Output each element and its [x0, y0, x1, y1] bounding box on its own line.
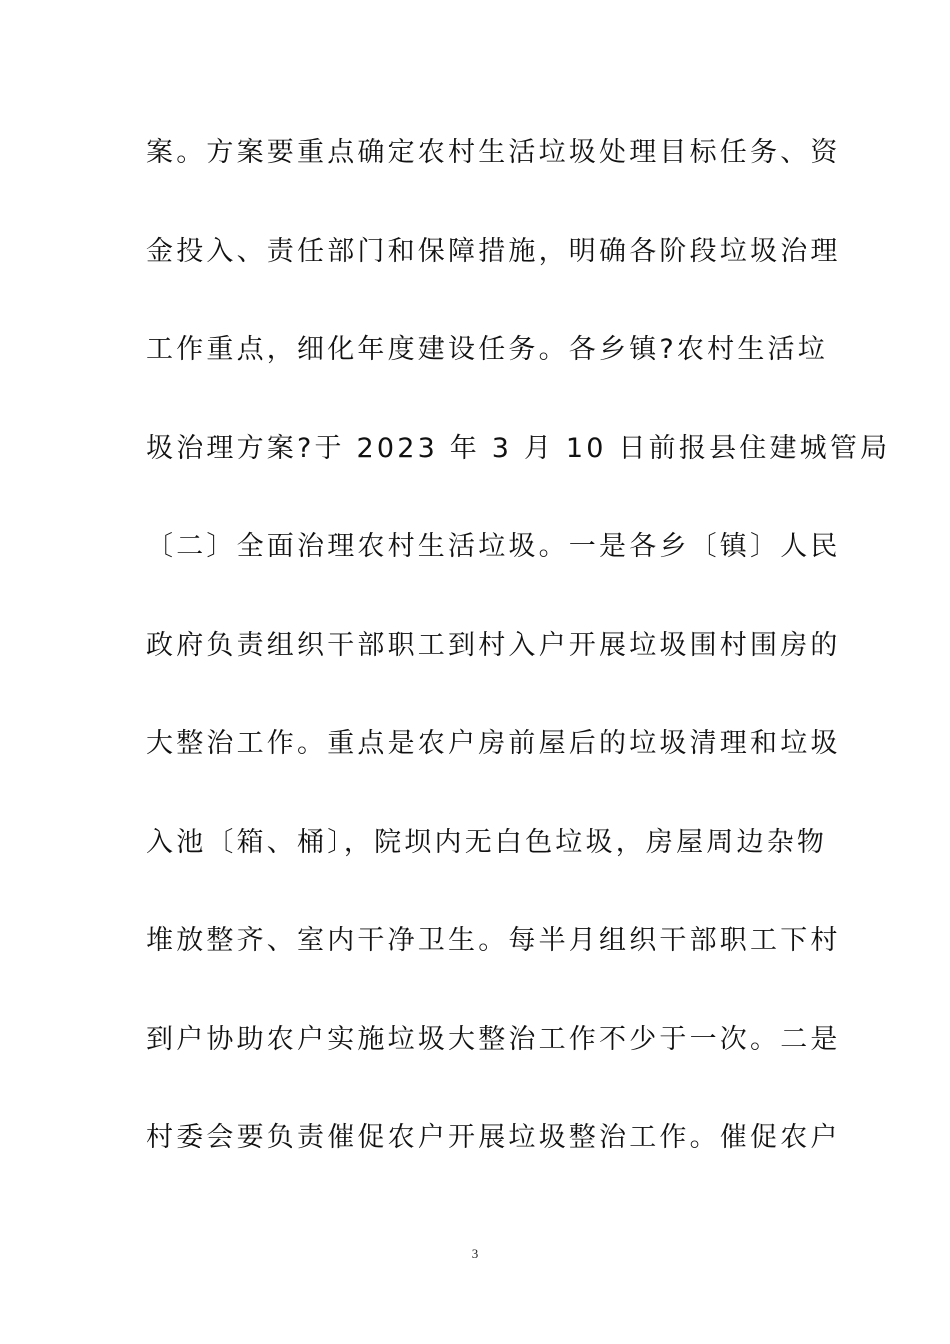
text-line: 堆放整齐、室内干净卫生。每半月组织干部职工下村	[146, 925, 841, 956]
text-line: 入池〔箱、桶〕，院坝内无白色垃圾，房屋周边杂物	[146, 826, 828, 858]
text-line: 村委会要负责催促农户开展垃圾整治工作。催促农户	[146, 1122, 841, 1153]
text-line: 金投入、责任部门和保障措施，明确各阶段垃圾治理	[146, 235, 841, 267]
page-number: 3	[471, 1246, 479, 1261]
body-text	[146, 128, 891, 1212]
text-line: 案。方案要重点确定农村生活垃圾处理目标任务、资	[146, 137, 841, 168]
text-line: 政府负责组织干部职工到村入户开展垃圾围村围房的	[146, 629, 841, 661]
text-line: 到户协助农户实施垃圾大整治工作不少于一次。二是	[146, 1023, 841, 1055]
text-line: 圾治理方案?于 2023 年 3 月 10 日前报县住建城管局	[146, 432, 891, 464]
text-line: 〔二〕全面治理农村生活垃圾。一是各乡〔镇〕人民	[146, 531, 841, 562]
text-line: 工作重点，细化年度建设任务。各乡镇?农村生活垃	[146, 334, 828, 365]
text-line: 大整治工作。重点是农户房前屋后的垃圾清理和垃圾	[146, 728, 841, 759]
